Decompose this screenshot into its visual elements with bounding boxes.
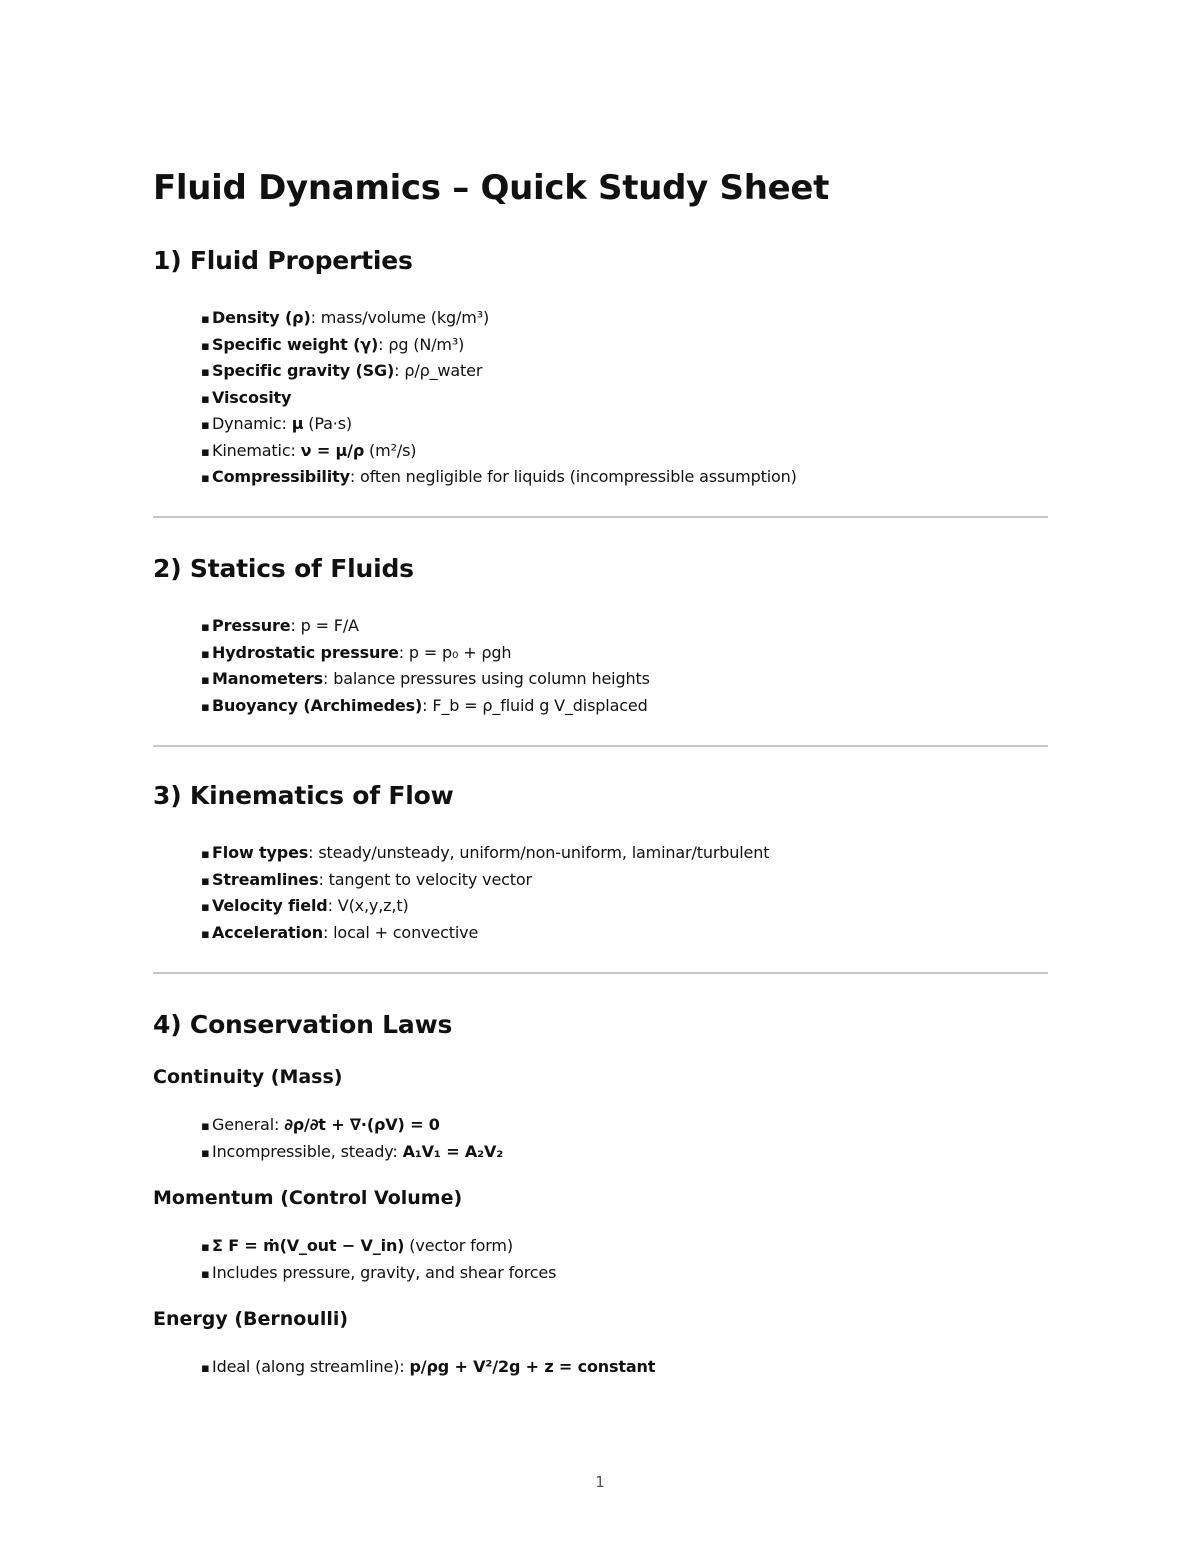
- bullet-icon: ▪: [201, 873, 210, 889]
- list-item: ▪ Specific gravity (SG): ρ/ρ_water: [201, 358, 1048, 385]
- section-heading: 3) Kinematics of Flow: [153, 781, 454, 810]
- bullet-icon: ▪: [201, 1145, 210, 1161]
- bullet-list: [153, 1233, 1048, 1286]
- page-number: 1: [595, 1473, 605, 1491]
- bullet-icon: ▪: [201, 444, 210, 460]
- section-heading: 2) Statics of Fluids: [153, 554, 414, 583]
- bullet-icon: ▪: [201, 699, 210, 715]
- list-item: ▪ Hydrostatic pressure: p = p₀ + ρgh: [201, 640, 1048, 667]
- list-item: ▪ Specific weight (γ): ρg (N/m³): [201, 332, 1048, 359]
- bullet-icon: ▪: [201, 338, 210, 354]
- bullet-icon: ▪: [201, 926, 210, 942]
- list-item: ▪ Pressure: p = F/A: [201, 613, 1048, 640]
- list-item: ▪ Ideal (along streamline): p/ρg + V²/2g + z = constant: [201, 1354, 1048, 1381]
- bullet-icon: ▪: [201, 1361, 210, 1376]
- bullet-list: [153, 1354, 1048, 1381]
- bullet-icon: ▪: [201, 1240, 210, 1255]
- subsection-heading-momentum: Momentum (Control Volume): [153, 1187, 463, 1209]
- section-divider: [153, 516, 1048, 518]
- bullet-icon: ▪: [201, 418, 210, 433]
- list-item: ▪ General: ∂ρ/∂t + ∇·(ρV) = 0: [201, 1112, 1048, 1139]
- bullet-icon: ▪: [201, 1119, 210, 1134]
- section-fluid-properties: [153, 246, 1048, 491]
- list-item: ▪ Incompressible, steady: A₁V₁ = A₂V₂: [201, 1139, 1048, 1166]
- list-item: ▪ Acceleration: local + convective: [201, 920, 1048, 947]
- bullet-icon: ▪: [201, 673, 210, 688]
- bullet-icon: ▪: [201, 312, 210, 327]
- section-kinematics-of-flow: [153, 781, 1048, 946]
- subsection-heading-energy: Energy (Bernoulli): [153, 1308, 349, 1330]
- section-statics-of-fluids: [153, 554, 1048, 719]
- bullet-icon: ▪: [201, 471, 210, 486]
- list-item: ▪ Density (ρ): mass/volume (kg/m³): [201, 305, 1048, 332]
- list-item: ▪ Velocity field: V(x,y,z,t): [201, 893, 1048, 920]
- bullet-icon: ▪: [201, 365, 210, 380]
- list-item: ▪ Compressibility: often negligible for liquids (incompressible assumption): [201, 464, 1048, 491]
- bullet-icon: ▪: [201, 1266, 210, 1282]
- list-item: ▪ Σ F = ṁ(V_out − V_in) (vector form): [201, 1233, 1048, 1260]
- bullet-icon: ▪: [201, 391, 210, 407]
- section-heading: 1) Fluid Properties: [153, 246, 413, 275]
- section-divider: [153, 745, 1048, 747]
- bullet-icon: ▪: [201, 847, 210, 862]
- list-item: ▪ Kinematic: ν = μ/ρ (m²/s): [201, 438, 1048, 465]
- list-item: ▪ Buoyancy (Archimedes): F_b = ρ_fluid g V_displaced: [201, 693, 1048, 720]
- bullet-list: [153, 305, 1048, 491]
- bullet-icon: ▪: [201, 900, 210, 915]
- document-title: Fluid Dynamics – Quick Study Sheet: [153, 168, 830, 208]
- list-item: ▪ Flow types: steady/unsteady, uniform/non-uniform, laminar/turbulent: [201, 840, 1048, 867]
- section-heading: 4) Conservation Laws: [153, 1010, 453, 1039]
- subsection-heading-continuity: Continuity (Mass): [153, 1066, 343, 1088]
- bullet-icon: ▪: [201, 646, 210, 662]
- bullet-list: [153, 1112, 1048, 1165]
- bullet-icon: ▪: [201, 620, 210, 635]
- bullet-list: [153, 840, 1048, 946]
- list-item: ▪ Manometers: balance pressures using column heights: [201, 666, 1048, 693]
- list-item: ▪ Dynamic: μ (Pa·s): [201, 411, 1048, 438]
- list-item: ▪ Streamlines: tangent to velocity vector: [201, 867, 1048, 894]
- list-item: ▪ Viscosity: [201, 385, 1048, 412]
- bullet-list: [153, 613, 1048, 719]
- section-conservation-laws: [153, 1010, 1048, 1381]
- section-divider: [153, 972, 1048, 974]
- list-item: ▪ Includes pressure, gravity, and shear forces: [201, 1260, 1048, 1287]
